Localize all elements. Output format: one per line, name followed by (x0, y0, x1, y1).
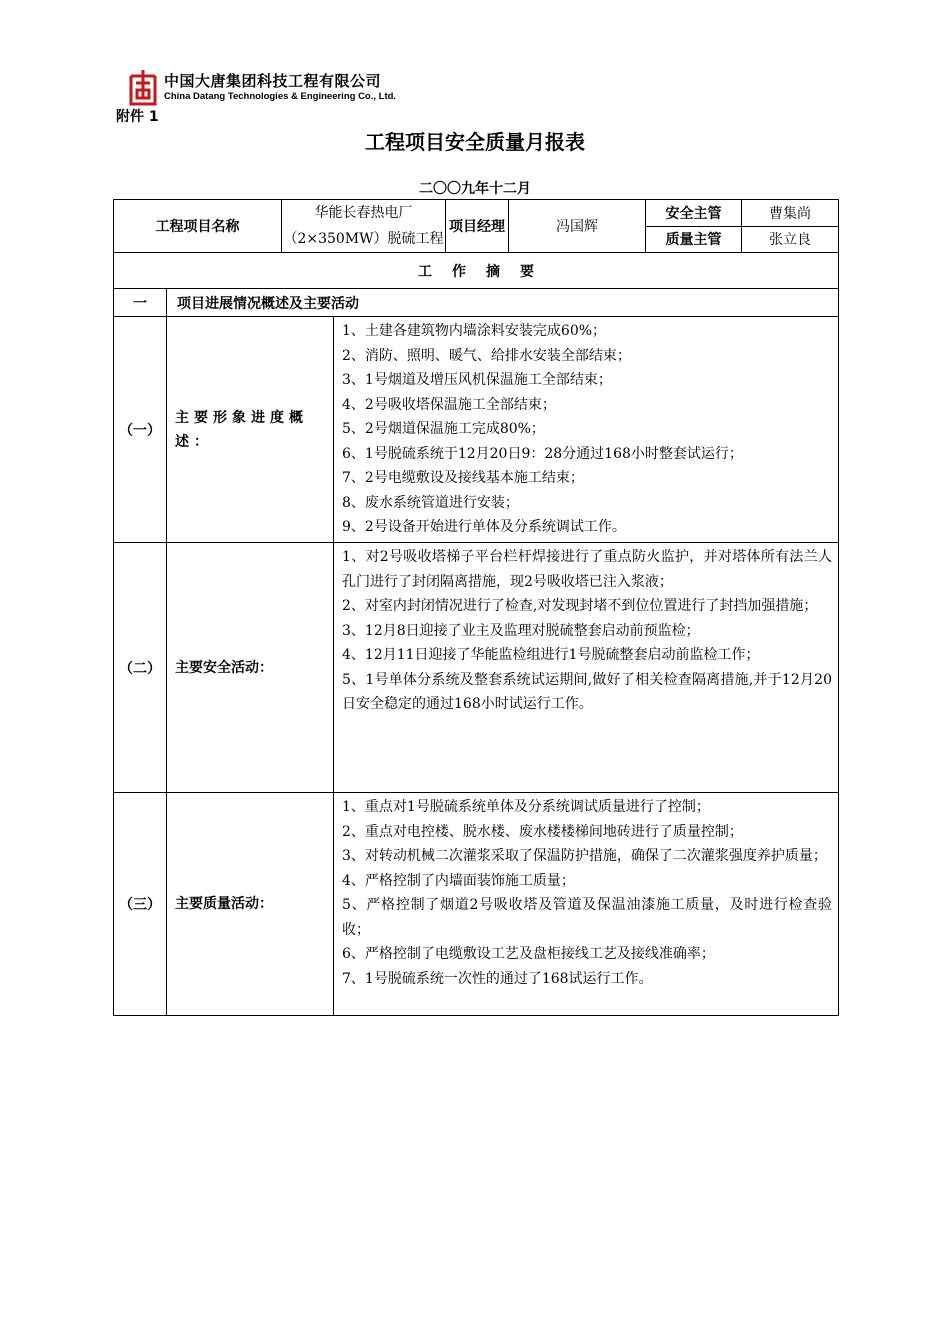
project-name-label: 工程项目名称 (114, 200, 282, 253)
list-item: 1、对2号吸收塔梯子平台栏杆焊接进行了重点防火监护，并对塔体所有法兰人孔门进行了封闭隔离措施，现2号吸收塔已注入浆液； (342, 549, 832, 590)
list-item: 3、12月8日迎接了业主及监理对脱硫整套启动前预监检； (342, 622, 700, 639)
list-item: 6、严格控制了电缆敷设工艺及盘柜接线工艺及接线准确率； (342, 946, 715, 962)
category-items (334, 793, 839, 1016)
category-items (334, 543, 839, 793)
project-name-line1: 华能长春热电厂 (314, 205, 413, 221)
list-item: 7、2号电缆敷设及接线基本施工结束； (342, 470, 584, 486)
attachment-label: 附件 1 (116, 109, 159, 125)
list-item: 9、2号设备开始进行单体及分系统调试工作。 (342, 519, 626, 535)
list-item: 2、对室内封闭情况进行了检查,对发现封堵不到位位置进行了封挡加强措施； (342, 598, 818, 614)
category-label: 主要质量活动： (167, 793, 334, 1016)
list-item: 5、1号单体分系统及整套系统试运期间,做好了相关检查隔离措施,并于12月20日安全稳定的通过168小时试运行工作。 (342, 671, 832, 712)
quality-supervisor-value: 张立良 (742, 226, 839, 253)
list-item: 4、严格控制了内墙面装饰施工质量； (342, 872, 575, 889)
list-item: 2、重点对电控楼、脱水楼、废水楼楼梯间地砖进行了质量控制； (342, 823, 743, 840)
company-name-cn: 中国大唐集团科技工程有限公司 (164, 72, 382, 90)
category-number: （二） (114, 543, 167, 793)
project-name-line2: （2×350MW）脱硫工程 (283, 231, 444, 247)
company-logo (128, 68, 158, 106)
category-label: 主要安全活动： (167, 543, 334, 793)
list-item: 5、严格控制了烟道2号吸收塔及管道及保温油漆施工质量，及时进行检查验收； (342, 897, 832, 938)
page-title: 工程项目安全质量月报表 (365, 130, 585, 154)
safety-supervisor-value: 曹集尚 (742, 200, 839, 227)
list-item: 6、1号脱硫系统于12月20日9：28分通过168小时整套试运行； (342, 445, 743, 462)
category-number: （三） (114, 793, 167, 1016)
work-summary-title: 工作摘要 (114, 253, 839, 289)
list-item: 3、对转动机械二次灌浆采取了保温防护措施，确保了二次灌浆强度养护质量； (342, 848, 827, 864)
report-date: 二〇〇九年十二月 (419, 181, 531, 197)
category-label: 主要形象进度概述： (167, 317, 334, 543)
list-item: 2、消防、照明、暖气、给排水安装全部结束； (342, 347, 631, 364)
safety-supervisor-label: 安全主管 (646, 200, 742, 227)
quality-supervisor-label: 质量主管 (646, 226, 742, 253)
category-items (334, 317, 839, 543)
list-item: 7、1号脱硫系统一次性的通过了168试运行工作。 (342, 970, 653, 987)
project-manager-label: 项目经理 (446, 200, 509, 253)
category-number: （一） (114, 317, 167, 543)
report-table (113, 199, 839, 1016)
section-label: 项目进展情况概述及主要活动 (167, 289, 839, 317)
list-item: 1、土建各建筑物内墙涂料安装完成60%； (342, 323, 607, 339)
list-item: 3、1号烟道及增压风机保温施工全部结束； (342, 372, 612, 388)
list-item: 4、12月11日迎接了华能监检组进行1号脱硫整套启动前监检工作； (342, 647, 760, 663)
project-name-value (282, 200, 446, 253)
list-item: 8、废水系统管道进行安装； (342, 494, 519, 511)
company-name-en: China Datang Technologies & Engineering Co., Ltd. (164, 91, 397, 102)
project-manager-value: 冯国辉 (509, 200, 646, 253)
list-item: 4、2号吸收塔保温施工全部结束； (342, 396, 556, 413)
section-number: 一 (114, 289, 167, 317)
list-item: 1、重点对1号脱硫系统单体及分系统调试质量进行了控制； (342, 799, 710, 815)
list-item: 5、2号烟道保温施工完成80%； (342, 421, 545, 437)
